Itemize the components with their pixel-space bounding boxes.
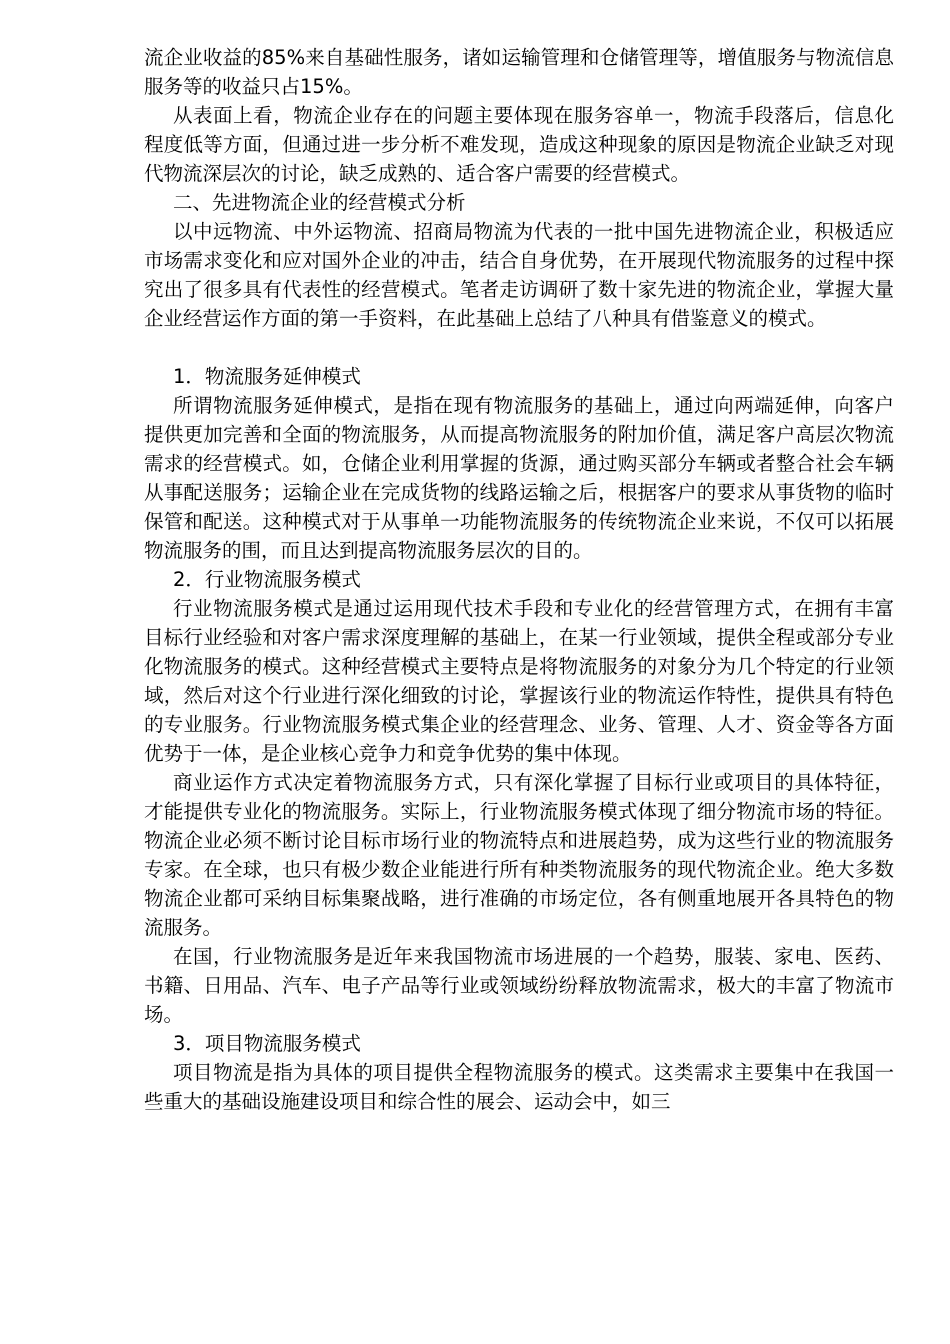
paragraph-project-service: 项目物流是指为具体的项目提供全程物流服务的模式。这类需求主要集中在我国一些重大的基础设施建设项目和综合性的展会、运动会中，如三 <box>144 1061 894 1113</box>
paragraph-continuation: 流企业收益的85%来自基础性服务，诸如运输管理和仓储管理等，增值服务与物流信息服务等的收益只占15%。 <box>144 46 894 98</box>
blank-line <box>144 333 894 362</box>
paragraph-industry-service: 行业物流服务模式是通过运用现代技术手段和专业化的经营管理方式，在拥有丰富目标行业经验和对客户需求深度理解的基础上，在某一行业领域，提供全程或部分专业化物流服务的模式。这种经营模式主要特点是将物流服务的对象分为几个特定的行业领域，然后对这个行业进行深化细致的讨论，掌握该行业的物流运作特性，提供具有特色的专业服务。行业物流服务模式集企业的经营理念、业务、管理、人才、资金等各方面优势于一体，是企业核心竞争力和竞争优势的集中体现。 <box>144 597 894 765</box>
document-page <box>144 43 894 1116</box>
paragraph-domestic-trend: 在国，行业物流服务是近年来我国物流市场进展的一个趋势，服装、家电、医药、书籍、日用品、汽车、电子产品等行业或领域纷纷释放物流需求，极大的丰富了物流市场。 <box>144 945 894 1026</box>
paragraph-problem-analysis: 从表面上看，物流企业存在的问题主要体现在服务容单一，物流手段落后，信息化程度低等方面，但通过进一步分析不难发现，造成这种现象的原因是物流企业缺乏对现代物流深层次的讨论，缺乏成熟的、适合客户需要的经营模式。 <box>144 104 894 185</box>
subheading-industry-service: 2．行业物流服务模式 <box>173 568 361 591</box>
subheading-service-extension: 1．物流服务延伸模式 <box>173 365 361 388</box>
paragraph-advanced-enterprises: 以中远物流、中外运物流、招商局物流为代表的一批中国先进物流企业，积极适应市场需求变化和应对国外企业的冲击，结合自身优势，在开展现代物流服务的过程中探究出了很多具有代表性的经营模式。笔者走访调研了数十家先进的物流企业，掌握大量企业经营运作方面的第一手资料，在此基础上总结了八种具有借鉴意义的模式。 <box>144 220 894 330</box>
paragraph-business-operation: 商业运作方式决定着物流服务方式，只有深化掌握了目标行业或项目的具体特征，才能提供专业化的物流服务。实际上，行业物流服务模式体现了细分物流市场的特征。物流企业必须不断讨论目标市场行业的物流特点和进展趋势，成为这些行业的物流服务专家。在全球，也只有极少数企业能进行所有种类物流服务的现代物流企业。绝大多数物流企业都可采纳目标集聚战略，进行准确的市场定位，各有侧重地展开各具特色的物流服务。 <box>144 771 894 939</box>
subheading-project-service: 3．项目物流服务模式 <box>173 1032 361 1055</box>
paragraph-service-extension: 所谓物流服务延伸模式，是指在现有物流服务的基础上，通过向两端延伸，向客户提供更加完善和全面的物流服务，从而提高物流服务的附加价值，满足客户高层次物流需求的经营模式。如，仓储企业利用掌握的货源，通过购买部分车辆或者整合社会车辆从事配送服务；运输企业在完成货物的线路运输之后，根据客户的要求从事货物的临时保管和配送。这种模式对于从事单一功能物流服务的传统物流企业来说，不仅可以拓展物流服务的围，而且达到提高物流服务层次的目的。 <box>144 394 894 562</box>
section-heading-two: 二、先进物流企业的经营模式分析 <box>173 191 466 214</box>
